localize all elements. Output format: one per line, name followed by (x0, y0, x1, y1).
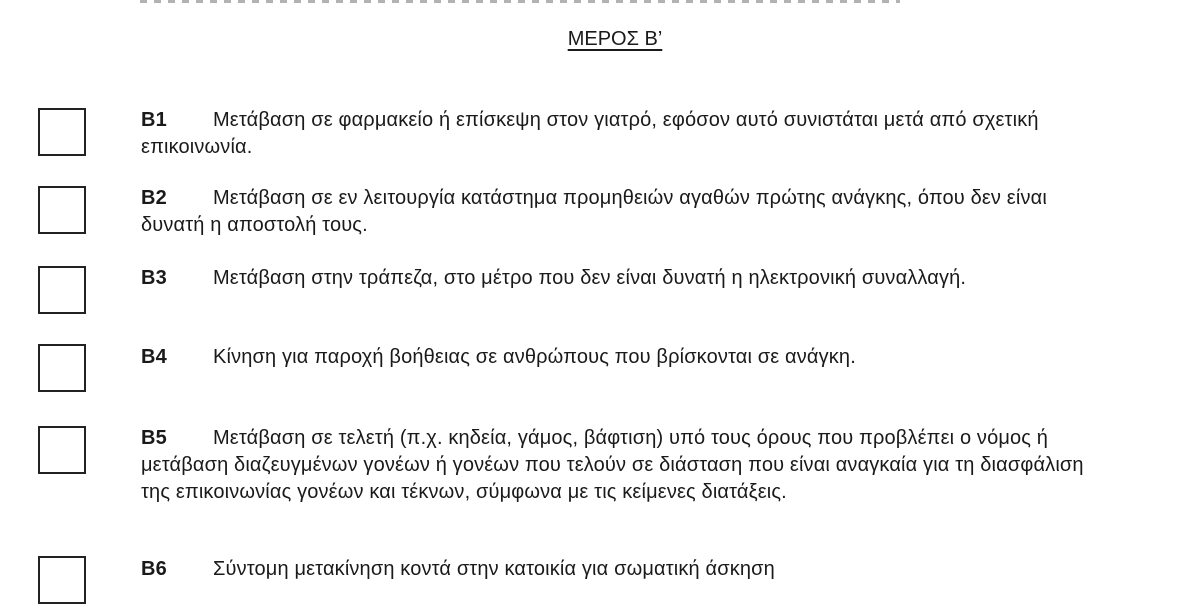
option-code-b2: Β2 (141, 187, 167, 209)
option-code-b1: Β1 (141, 109, 167, 131)
option-text-b5: Β5 Μετάβαση σε τελετή (π.χ. κηδεία, γάμος, βάφτιση) υπό τους όρους που προβλέπει ο νόμος ή μετάβαση διαζευγμένων γονέων ή γονέων που τελούν σε διάσταση που είναι αναγκαία για τη διασφάλιση της επικοινωνίας γονέων και τέκνων, σύμφωνα με τις κείμενες διατάξεις. (141, 427, 1084, 503)
option-code-b5: Β5 (141, 427, 167, 449)
option-checkbox-b6[interactable] (38, 556, 86, 604)
option-text-b3: Β3 Μετάβαση στην τράπεζα, στο μέτρο που δεν είναι δυνατή η ηλεκτρονική συναλλαγή. (141, 265, 1101, 292)
option-checkbox-b2[interactable] (38, 186, 86, 234)
option-checkbox-b1[interactable] (38, 108, 86, 156)
cut-off-text-line (140, 0, 900, 3)
option-text-b2: Β2 Μετάβαση σε εν λειτουργία κατάστημα προμηθειών αγαθών πρώτης ανάγκης, όπου δεν είναι δυνατή η αποστολή τους. (141, 187, 1047, 236)
option-code-b6: Β6 (141, 558, 167, 580)
option-code-b3: Β3 (141, 267, 167, 289)
section-title: ΜΕΡΟΣ Β’ (567, 28, 663, 50)
option-text-b6: Β6 Σύντομη μετακίνηση κοντά στην κατοικία για σωματική άσκηση (141, 556, 1101, 583)
option-text-b1: Β1 Μετάβαση σε φαρμακείο ή επίσκεψη στον γιατρό, εφόσον αυτό συνιστάται μετά από σχετική επικοινωνία. (141, 109, 1039, 158)
option-checkbox-b3[interactable] (38, 266, 86, 314)
option-code-b4: Β4 (141, 346, 167, 368)
option-checkbox-b4[interactable] (38, 344, 86, 392)
option-text-b4: Β4 Κίνηση για παροχή βοήθειας σε ανθρώπους που βρίσκονται σε ανάγκη. (141, 344, 1101, 371)
option-checkbox-b5[interactable] (38, 426, 86, 474)
